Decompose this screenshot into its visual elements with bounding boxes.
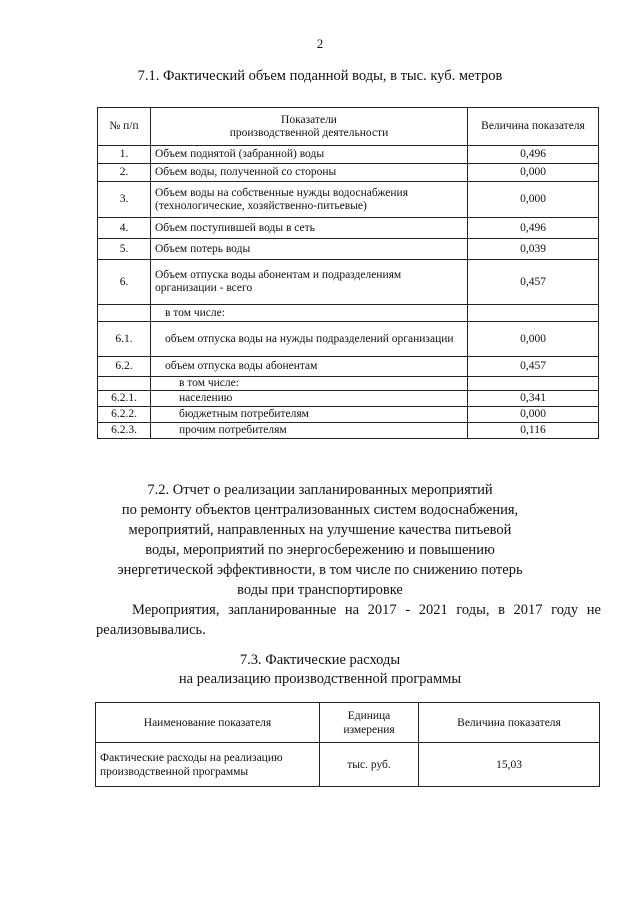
row-num (98, 377, 151, 391)
table-row (98, 164, 599, 182)
row-value: 15,03 (419, 743, 600, 787)
row-num: 6.2.1. (98, 391, 151, 407)
row-name: Объем поступившей воды в сеть (151, 218, 468, 239)
water-volume-table (97, 107, 599, 439)
header-name: Наименование показателя (96, 703, 320, 743)
section2-title-line: по ремонту объектов централизованных систем водоснабжения, (121, 502, 519, 518)
row-num: 1. (98, 146, 151, 164)
row-name: Объем воды, полученной со стороны (151, 164, 468, 182)
row-name: объем отпуска воды на нужды подразделений организации (151, 322, 468, 357)
header-unit-line1: Единица (347, 709, 391, 722)
row-num: 6. (98, 260, 151, 305)
header-value: Величина показателя (468, 108, 599, 146)
table-header-row (98, 108, 599, 146)
section2-title (0, 480, 640, 600)
page-number: 2 (316, 36, 324, 51)
row-name: Объем воды на собственные нужды водоснабжения (технологические, хозяйственно-питьевые) (151, 182, 468, 218)
row-value: 0,496 (468, 146, 599, 164)
row-name: Объем потерь воды (151, 239, 468, 260)
section3-title-line2: на реализацию производственной программы (178, 671, 462, 687)
header-unit-line2: измерения (343, 723, 395, 736)
table-row (98, 146, 599, 164)
section3-title-line1: 7.3. Фактические расходы (239, 652, 401, 668)
row-name: прочим потребителям (151, 423, 468, 439)
row-value: 0,116 (468, 423, 599, 439)
table-header-row (96, 703, 600, 743)
row-name: населению (151, 391, 468, 407)
section2-title-line: воды при транспортировке (237, 582, 403, 598)
row-num: 2. (98, 164, 151, 182)
row-name: Объем поднятой (забранной) воды (151, 146, 468, 164)
row-unit: тыс. руб. (320, 743, 419, 787)
header-num: № п/п (98, 108, 151, 146)
table-row (98, 182, 599, 218)
table-row (98, 407, 599, 423)
row-name: Фактические расходы на реализацию производственной программы (96, 743, 320, 787)
section2-title-line: энергетической эффективности, в том числе по снижению потерь (117, 562, 523, 578)
header-indicator-line1: Показатели (281, 113, 337, 126)
row-value: 0,000 (468, 182, 599, 218)
header-indicator-line2: производственной деятельности (229, 126, 389, 139)
row-name: в том числе: (151, 305, 468, 322)
row-name: бюджетным потребителям (151, 407, 468, 423)
table-row (98, 260, 599, 305)
table-row (98, 305, 599, 322)
section2-paragraph: Мероприятия, запланированные на 2017 - 2021 годы, в 2017 году не реализовывались. (96, 602, 601, 638)
row-value (468, 377, 599, 391)
table-row (98, 357, 599, 377)
header-unit (320, 703, 419, 743)
row-value: 0,341 (468, 391, 599, 407)
row-num: 6.2.3. (98, 423, 151, 439)
section2-title-line: мероприятий, направленных на улучшение качества питьевой (128, 522, 512, 538)
row-name: в том числе: (151, 377, 468, 391)
row-value: 0,457 (468, 260, 599, 305)
row-num: 6.2. (98, 357, 151, 377)
row-value: 0,000 (468, 407, 599, 423)
row-value: 0,000 (468, 322, 599, 357)
row-value (468, 305, 599, 322)
section1-title: 7.1. Фактический объем поданной воды, в тыс. куб. метров (137, 68, 503, 84)
row-num: 5. (98, 239, 151, 260)
row-num: 6.2.2. (98, 407, 151, 423)
row-value: 0,000 (468, 164, 599, 182)
row-name: объем отпуска воды абонентам (151, 357, 468, 377)
row-name: Объем отпуска воды абонентам и подразделениям организации - всего (151, 260, 468, 305)
row-value: 0,457 (468, 357, 599, 377)
table-row (98, 322, 599, 357)
row-num: 6.1. (98, 322, 151, 357)
section2-title-line: 7.2. Отчет о реализации запланированных мероприятий (147, 482, 493, 498)
section2-title-line: воды, мероприятий по энергосбережению и повышению (145, 542, 495, 558)
header-value: Величина показателя (419, 703, 600, 743)
row-num: 3. (98, 182, 151, 218)
row-value: 0,039 (468, 239, 599, 260)
expenses-table (95, 702, 600, 787)
table-row (98, 218, 599, 239)
table-row (96, 743, 600, 787)
row-num: 4. (98, 218, 151, 239)
table-row (98, 391, 599, 407)
table-row (98, 423, 599, 439)
header-indicator (151, 108, 468, 146)
row-num (98, 305, 151, 322)
table-row (98, 239, 599, 260)
table-row (98, 377, 599, 391)
row-value: 0,496 (468, 218, 599, 239)
